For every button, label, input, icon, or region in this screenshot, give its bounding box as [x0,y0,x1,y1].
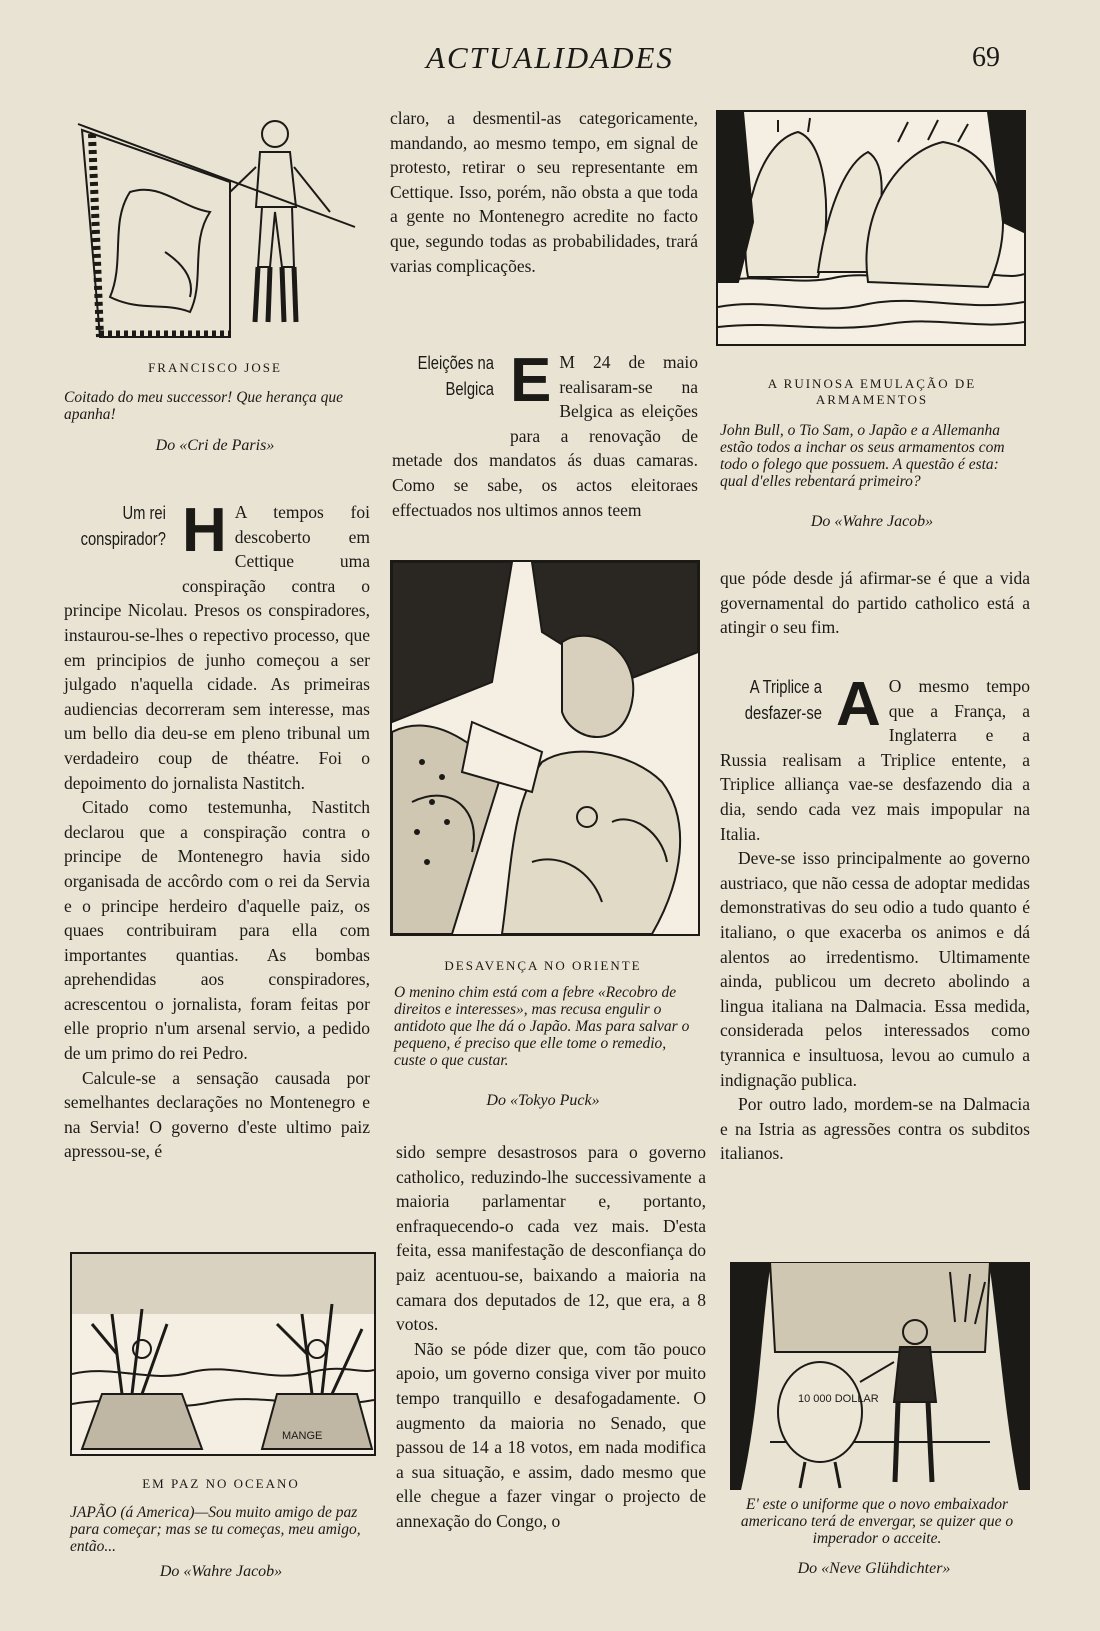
figure-caption: JAPÃO (á America)—Sou muito amigo de paz para começar; mas se tu começas, meu amigo, então... [70,1504,361,1555]
article-lead-paragraph: O mesmo tempo que a França, a Inglaterra e a Russia realisam a Triplice entente, a Triplice alliança vae-se desfazendo dia a dia, sendo cada vez mais impopular na Italia. [720,676,1030,844]
article-sidenote: Eleições na Belgica [417,353,494,399]
drop-cap: A [836,670,881,739]
figure-title: DESAVENÇA NO ORIENTE [444,958,642,973]
article-eleicoes-end: que póde desde já afirmar-se é que a vida governamental do partido catholico está a atingir o seu fim. [720,568,1030,638]
swollen-ships-drawing [718,112,1024,344]
drop-cap: H [182,496,227,565]
article-sidenote: A Triplice a desfazer-se [744,677,822,723]
armamentos-illustration [716,110,1026,346]
figure-caption: Coitado do meu successor! Que herança que apanha! [64,389,343,423]
desavenca-no-oriente-illustration [390,560,700,936]
francisco-jose-illustration [70,112,360,347]
article-conspirador-continued: claro, a desmentil-as categoricamente, mandando, ao mesmo tempo, em signal de protesto, retirar o seu representante em Cettique. Isso, porém, não obsta a que toda a gente no Montenegro acredite no facto que, segundo todas as probabilidades, trará varias complicações. [390,108,698,276]
drop-cap: E [510,346,552,415]
figure-source: Do «Neve Glühdichter» [797,1560,951,1577]
article-eleicoes [392,346,698,522]
article-paragraph: Calcule-se a sensação causada por semelhantes declarações no Montenegro e na Servia! O governo d'este ultimo paiz apressou-se, é [64,1067,370,1162]
figure-title: A RUINOSA EMULAÇÃO DE ARMAMENTOS [767,376,977,407]
article-conspirador [64,496,370,1164]
article-lead-paragraph: M 24 de maio realisaram-se na Belgica as eleições para a renovação de metade dos mandatos ás duas camaras. Como se sabe, os actos eleitoraes effectuados nos ultimos annos teem [392,352,698,520]
money-bag-label: 10 000 DOLLAR [798,1393,879,1405]
flag-cartoon-drawing [70,112,360,347]
article-lead-paragraph: A tempos foi descoberto em Cettique uma conspiração contra o principe Nicolau. Presos os conspiradores, instaurou-se-lhes o repectivo processo, que em principios de junho começou a ser julgado n'aquella cidade. As primeiras audiencias decorreram sem interesse, mas um bello dia deu-se em pleno tribunal um verdadeiro coup de théatre. Foi o depoimento do jornalista Nastitch. [64,502,370,793]
figure-source: Do «Wahre Jacob» [159,1563,283,1580]
article-sidenote: Um rei conspirador? [80,503,166,549]
figure-source: Do «Cri de Paris» [155,437,275,454]
article-paragraph: Não se póde dizer que, com tão pouco apoio, um governo consiga viver por muito tempo tranquillo e desafogadamente. O augmento da maioria no Senado, que passou de 14 a 18 votos, em nada modifica a sua situação, e assim, dado mesmo que elle chegue a fazer vingar o projecto de annexação do Congo, o [396,1338,706,1531]
article-eleicoes-continued [396,1140,706,1534]
ship-label: MANGE [282,1430,323,1442]
page-number: 69 [972,42,1000,73]
figure-caption: John Bull, o Tio Sam, o Japão e a Allemanha estão todos a inchar os seus armamentos com todo o folego que possuem. A questão é esta: qual d'elles rebentará primeiro? [720,422,1005,490]
uniforme-illustration [730,1262,1030,1490]
article-paragraph: Por outro lado, mordem-se na Dalmacia e na Istria as agressões contra os subditos italianos. [720,1094,1030,1164]
article-paragraph: sido sempre desastrosos para o governo catholico, reduzindo-lhe successivamente a maioria parlamentar e, portanto, enfraquecendo-o cada vez mais. D'esta feita, essa manifestação de desconfiança do paiz acentuou-se, baixando a maioria na camara dos deputados de 12, que era, a 8 votos. [396,1142,706,1335]
uniform-cartoon-drawing [730,1262,1030,1490]
article-triplice [720,670,1030,1166]
ships-cartoon-drawing [72,1254,374,1454]
figure-caption: O menino chim está com a febre «Recobro de direitos e interesses», mas recusa engulir o antidoto que lhe dá o Japão. Mas para salvar o pequeno, é preciso que elle tome o remedio, custe o que custar. [394,984,690,1069]
figure-title: FRANCISCO JOSE [148,360,282,375]
figure-source: Do «Tokyo Puck» [486,1092,600,1109]
running-head: ACTUALIDADES [426,40,674,75]
em-paz-no-oceano-illustration [70,1252,376,1456]
figure-title: EM PAZ NO OCEANO [142,1476,300,1491]
figure-source: Do «Wahre Jacob» [810,513,934,530]
figure-caption: E' este o uniforme que o novo embaixador americano terá de envergar, se quizer que o imperador o acceite. [740,1496,1014,1547]
article-paragraph: Citado como testemunha, Nastitch declarou que a conspiração contra o principe de Montenegro havia sido organisada de accôrdo com o rei da Servia e o principe herdeiro d'aquelle paiz, os quaes contribuiram para ella com importantes quantias. As bombas aprehendidas aos conspiradores, acrescentou o jornalista, foram feitas por elle proprio n'um arsenal servio, a pedido de um primo do rei Pedro. [64,797,370,1064]
medicine-cartoon-drawing [392,562,698,934]
article-paragraph: Deve-se isso principalmente ao governo austriaco, que não cessa de adoptar medidas demonstrativas do seu odio a tudo quanto é italiano, o que exacerba os animos e dá alentos ao irredentismo. Ultimamente ainda, publicou um decreto abolindo a lingua italiana na Dalmacia. Essa medida, considerada pelos interessados como tyrannica e insultuosa, levou ao cumulo a indignação publica. [720,848,1030,1090]
